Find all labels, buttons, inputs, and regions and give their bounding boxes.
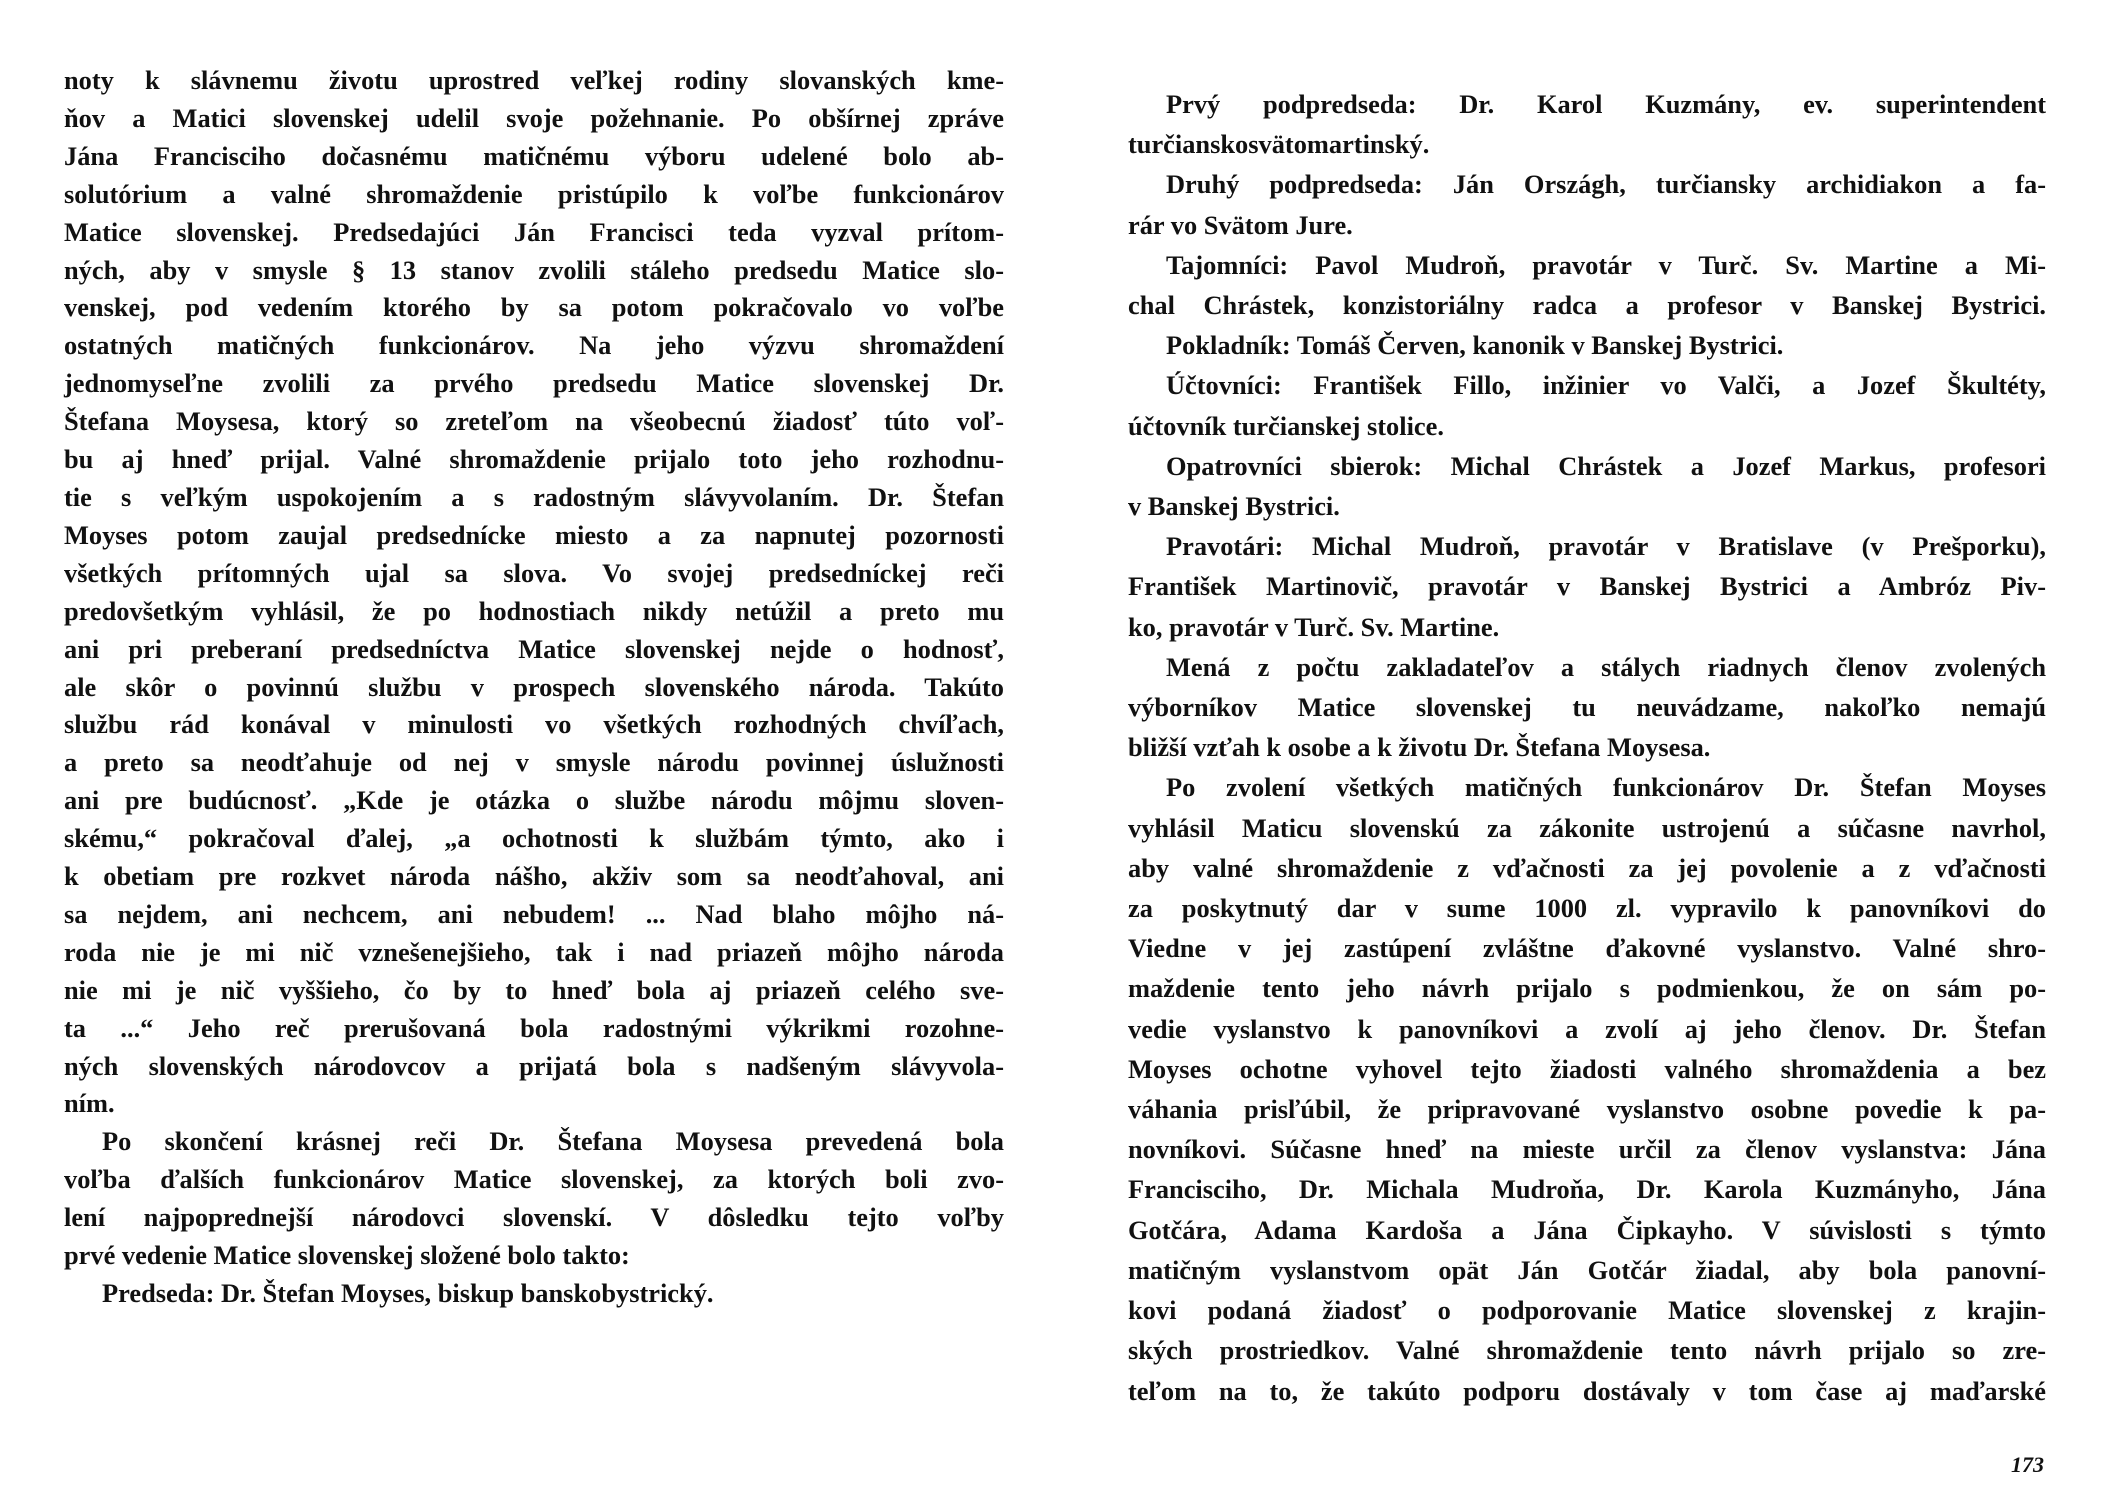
right-line: Viedne v jej zastúpení zvláštne ďakovné vyslanstvo. Valné shro- [1128,933,2046,964]
left-line: a preto sa neodťahuje od nej v smysle národu povinnej úslužnosti [64,747,1004,778]
left-line: tie s veľkým uspokojením a s radostným slávyvolaním. Dr. Štefan [64,481,1004,512]
right-line: maždenie tento jeho návrh prijalo s podmienkou, že on sám po- [1128,973,2046,1004]
right-line: za poskytnutý dar v sume 1000 zl. vypravilo k panovníkovi do [1128,893,2046,924]
left-line: Po skončení krásnej reči Dr. Štefana Moysesa prevedená bola [102,1126,1004,1157]
left-page [64,62,1004,1313]
left-line: noty k slávnemu životu uprostred veľkej rodiny slovanských kme- [64,65,1004,95]
right-line: František Martinovič, pravotár v Banskej Bystrici a Ambróz Piv- [1128,571,2046,602]
left-line: venskej, pod vedením ktorého by sa potom pokračovalo vo voľbe [64,292,1004,323]
right-line: výborníkov Matice slovenskej tu neuvádzame, nakoľko nemajú [1128,692,2046,723]
left-line: k obetiam pre rozkvet národa nášho, akživ som sa neodťahoval, ani [64,861,1004,892]
right-line: Tajomníci: Pavol Mudroň, pravotár v Turč. Sv. Martine a Mi- [1166,249,2046,280]
right-line: chal Chrástek, konzistoriálny radca a profesor v Banskej Bystrici. [1128,290,2046,321]
right-line: kovi podaná žiadosť o podporovanie Matice slovenskej z krajin- [1128,1295,2046,1326]
right-line: matičným vyslanstvom opät Ján Gotčár žiadal, aby bola panovní- [1128,1254,2046,1285]
left-line: prvé vedenie Matice slovenskej složené bolo takto: [64,1240,630,1271]
right-line: účtovník turčianskej stolice. [1128,410,1444,441]
left-line: voľba ďalších funkcionárov Matice slovenskej, za ktorých boli zvo- [64,1164,1004,1195]
left-line: Jána Francisciho dočasnému matičnému výboru udelené bolo ab- [64,140,1004,171]
right-line: novníkovi. Súčasne hneď na mieste určil za členov vyslanstva: Jána [1128,1134,2046,1165]
left-line: ta ...“ Jeho reč prerušovaná bola radostnými výkrikmi rozohne- [64,1012,1004,1043]
left-line: jednomyseľne zvolili za prvého predsedu Matice slovenskej Dr. [64,368,1004,399]
left-line: lení najpoprednejší národovci slovenskí. V dôsledku tejto voľby [64,1202,1004,1233]
left-line: Štefana Moysesa, ktorý so zreteľom na všeobecnú žiadosť túto voľ- [64,406,1004,437]
right-line: Gotčára, Adama Kardoša a Jána Čipkayho. V súvislosti s týmto [1128,1214,2046,1245]
right-line: Francisciho, Dr. Michala Mudroňa, Dr. Karola Kuzmányho, Jána [1128,1174,2046,1205]
left-line: ani pri preberaní predsedníctva Matice slovenskej nejde o hodnosť, [64,633,1004,664]
left-line: všetkých prítomných ujal sa slova. Vo svojej predsedníckej reči [64,557,1004,588]
left-line: ných, aby v smysle § 13 stanov zvolili stáleho predsedu Matice slo- [64,254,1004,285]
right-line: Druhý podpredseda: Ján Országh, turčiansky archidiakon a fa- [1166,169,2046,200]
left-line: ale skôr o povinnú službu v prospech slovenského národa. Takúto [64,671,1004,702]
left-line: službu rád konával v minulosti vo všetkých rozhodných chvíľach, [64,709,1004,740]
right-line: ko, pravotár v Turč. Sv. Martine. [1128,611,1500,642]
left-line: roda nie je mi nič vznešenejšieho, tak i nad priazeň môjho národa [64,936,1004,967]
left-line: ňov a Matici slovenskej udelil svoje požehnanie. Po obšírnej zpráve [64,102,1004,133]
left-line: sa nejdem, ani nechcem, ani nebudem! ... Nad blaho môjho ná- [64,898,1004,929]
left-line: ostatných matičných funkcionárov. Na jeho výzvu shromaždení [64,330,1004,361]
right-line: Mená z počtu zakladateľov a stálych riadnych členov zvolených [1166,651,2046,682]
right-line: váhania prisľúbil, že pripravované vyslanstvo osobne povedie k pa- [1128,1094,2046,1125]
right-line: teľom na to, že takúto podporu dostávaly v tom čase aj maďarské [1128,1375,2046,1406]
left-line: ani pre budúcnosť. „Kde je otázka o službe národu môjmu sloven- [64,785,1004,816]
page-number: 173 [2011,1452,2044,1477]
left-line: nie mi je nič vyššieho, čo by to hneď bola aj priazeň celého sve- [64,974,1004,1005]
right-line: v Banskej Bystrici. [1128,491,1340,522]
right-line: Účtovníci: František Fillo, inžinier vo Valči, a Jozef Škultéty, [1166,370,2046,401]
right-line: Pravotári: Michal Mudroň, pravotár v Bratislave (v Prešporku), [1166,531,2046,562]
right-line: aby valné shromaždenie z vďačnosti za jej povolenie a z vďačnosti [1128,852,2046,883]
left-line: bu aj hneď prijal. Valné shromaždenie prijalo toto jeho rozhodnu- [64,444,1004,475]
right-line: ských prostriedkov. Valné shromaždenie tento návrh prijalo so zre- [1128,1335,2046,1366]
right-line: Opatrovníci sbierok: Michal Chrástek a Jozef Markus, profesori [1166,450,2046,481]
right-line: Moyses ochotne vyhovel tejto žiadosti valného shromaždenia a bez [1128,1053,2046,1084]
left-line: ných slovenských národovcov a prijatá bola s nadšeným slávyvola- [64,1050,1004,1081]
right-line: vyhlásil Maticu slovenskú za zákonite ustrojenú a súčasne navrhol, [1128,812,2046,843]
left-line: Matice slovenskej. Predsedajúci Ján Francisci teda vyzval prítom- [64,216,1004,247]
right-line: Pokladník: Tomáš Červen, kanonik v Banskej Bystrici. [1166,330,1784,361]
right-line: bližší vzťah k osobe a k životu Dr. Štefana Moysesa. [1128,732,1711,763]
left-line: skému,“ pokračoval ďalej, „a ochotnosti k službám týmto, ako i [64,823,1004,854]
right-line: vedie vyslanstvo k panovníkovi a zvolí aj jeho členov. Dr. Štefan [1128,1013,2046,1044]
right-page [1128,84,2046,1411]
right-line: Prvý podpredseda: Dr. Karol Kuzmány, ev. superintendent [1166,89,2046,119]
left-line: Predseda: Dr. Štefan Moyses, biskup banskobystrický. [102,1278,714,1308]
left-line: ním. [64,1088,115,1119]
right-line: Po zvolení všetkých matičných funkcionárov Dr. Štefan Moyses [1166,772,2046,803]
right-line: turčianskosvätomartinský. [1128,129,1430,160]
left-line: solutórium a valné shromaždenie pristúpilo k voľbe funkcionárov [64,178,1004,209]
right-line: rár vo Svätom Jure. [1128,209,1353,240]
left-line: predovšetkým vyhlásil, že po hodnostiach nikdy netúžil a preto mu [64,595,1004,626]
left-line: Moyses potom zaujal predsednícke miesto a za napnutej pozornosti [64,519,1004,550]
